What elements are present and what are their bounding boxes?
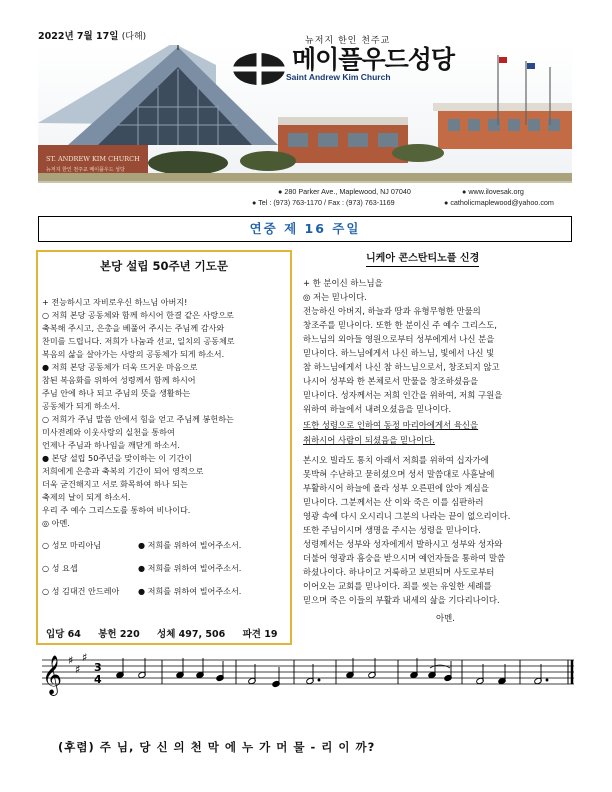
creed-line: 또한 주님이시며 생명을 주시는 성령을 믿나이다. bbox=[303, 525, 481, 535]
bulletin-date bbox=[38, 28, 146, 42]
sharp-icon: ♯ bbox=[68, 654, 74, 667]
prayer-line: ● 본당 설립 50주년을 맞이하는 이 기간이 bbox=[42, 453, 193, 463]
hymn-numbers bbox=[46, 626, 291, 640]
contact-info bbox=[38, 183, 572, 210]
prayer-line: ○ 저희가 주님 말씀 안에서 힘을 얻고 주님께 봉헌하는 bbox=[42, 414, 234, 424]
creed-line: 더불어 영광과 흠숭을 받으시며 예언자들을 통하여 말씀 bbox=[303, 553, 506, 563]
hymn-entrance: 입당 64 bbox=[46, 629, 81, 640]
prayer-line: ◎ 아멘. bbox=[42, 518, 70, 528]
creed-line: 하느님의 외아들 영원으로부터 성부에게서 나신 분을 bbox=[303, 334, 495, 344]
intercession-saint: ○ 성 요셉 bbox=[42, 563, 78, 573]
building-sign-korean: 뉴저지 한인 천주교 메이플우드 성당 bbox=[46, 167, 125, 173]
prayer-line: 참된 복음화를 위하여 성령께서 함께 하시어 bbox=[42, 375, 196, 385]
creed-amen: 아멘. bbox=[436, 613, 455, 623]
prayer-line: 복음의 삶을 살아가는 사랑의 공동체가 되게 하소서. bbox=[42, 349, 225, 359]
prayer-title: 본당 설립 50주년 기도문 bbox=[100, 259, 228, 273]
prayer-line: ○ 저희 본당 공동체와 함께 하시어 한결 같은 사랑으로 bbox=[42, 310, 234, 320]
address-text: ● 280 Parker Ave., Maplewood, NJ 07040 bbox=[278, 187, 411, 196]
prayer-line: + 전능하시고 자비로우신 하느님 아버지! bbox=[42, 297, 188, 307]
prayer-line: 언제나 주님과 하나임을 깨닫게 하소서. bbox=[42, 440, 180, 450]
creed-title: 니케아 콘스탄티노플 신경 bbox=[366, 249, 479, 267]
logo-subtitle: 뉴저지 한인 천주교 bbox=[305, 36, 391, 46]
prayer-line: 찬미를 드립니다. 저희가 나눔과 선교, 일치의 공동체로 bbox=[42, 336, 235, 346]
email-link[interactable]: ● catholicmaplewood@yahoo.com bbox=[444, 198, 554, 207]
creed-line: 못박혀 수난하고 묻히셨으며 성서 말씀대로 사흗날에 bbox=[303, 469, 495, 479]
music-staff bbox=[38, 644, 578, 708]
intercession-response: ● 저희를 위하여 빌어주소서. bbox=[138, 540, 242, 550]
creed-line: 참 하느님에게서 나신 참 하느님으로서, 창조되지 않고 bbox=[303, 362, 500, 372]
creed-line: 믿나이다. 성자께서는 저희 인간을 위하여, 저희 구원을 bbox=[303, 390, 503, 400]
time-signature-bottom: 4 bbox=[94, 673, 102, 686]
intercession-response: ● 저희를 위하여 빌어주소서. bbox=[138, 586, 242, 596]
liturgical-title: 연중 제 16 주일 bbox=[38, 216, 572, 242]
prayer-line: 주님 안에 하나 되고 주님의 뜻을 생활하는 bbox=[42, 388, 191, 398]
hymn-lyrics: (후렴) 주 님, 당 신 의 천 막 에 누 가 머 물 - 리 이 까? bbox=[58, 740, 376, 754]
prayer-line: 축제의 날이 되게 하소서. bbox=[42, 492, 131, 502]
creed-line: 믿나이다. 그분께서는 산 이와 죽은 이를 심판하러 bbox=[303, 497, 484, 507]
creed-line: 영광 속에 다시 오시리니 그분의 나라는 끝이 없으리이다. bbox=[303, 511, 511, 521]
prayer-line: ● 저희 본당 공동체가 더욱 뜨거운 마음으로 bbox=[42, 362, 198, 372]
prayer-line: 우리 주 예수 그리스도를 통하여 비나이다. bbox=[42, 505, 191, 515]
creed-line: 이어오는 교회를 믿나이다. 죄를 씻는 유일한 세례를 bbox=[303, 581, 492, 591]
sharp-icon: ♯ bbox=[82, 651, 88, 664]
creed-line: 성령께서는 성부와 성자에게서 발하시고 성부와 성자와 bbox=[303, 539, 503, 549]
prayer-line: 미사전례와 이웃사랑의 실천을 통하여 bbox=[42, 427, 175, 437]
date-text: 2022년 7월 17일 bbox=[38, 31, 119, 42]
prayer-line: 공동체가 되게 하소서. bbox=[42, 401, 121, 411]
creed-line: ◎ 저는 믿나이다. bbox=[303, 292, 367, 302]
creed-line-incarnation: 또한 성령으로 인하여 동정 마리아에게서 육신을 bbox=[303, 420, 479, 430]
website-link[interactable]: ● www.ilovesak.org bbox=[462, 187, 524, 196]
creed-line: 나시어 성부와 한 본체로서 만물을 창조하셨음을 bbox=[303, 376, 479, 386]
creed-line: 부활하시어 하늘에 올라 성부 오른편에 앉아 계심을 bbox=[303, 483, 489, 493]
phone-fax-text: ● Tel : (973) 763-1170 / Fax : (973) 763-1169 bbox=[252, 198, 395, 207]
prayer-line: 저희에게 은총과 축복의 기간이 되어 영적으로 bbox=[42, 466, 204, 476]
logo-church-name: 메이플우드성당 bbox=[292, 45, 455, 74]
creed-line: 믿나이다. 하느님에게서 나신 하느님, 빛에서 나신 빛 bbox=[303, 348, 495, 358]
treble-clef-icon: 𝄞 bbox=[42, 655, 63, 695]
creed-line-incarnation: 취하시어 사람이 되셨음을 믿나이다. bbox=[303, 435, 436, 445]
building-sign-text: ST. ANDREW KIM CHURCH bbox=[46, 155, 140, 163]
sharp-icon: ♯ bbox=[75, 663, 81, 676]
creed-line: 전능하신 아버지, 하늘과 땅과 유형무형한 만물의 bbox=[303, 306, 481, 316]
logo-english-name: Saint Andrew Kim Church bbox=[286, 72, 391, 82]
hymn-recessional: 파견 19 bbox=[242, 629, 278, 640]
prayer-line: 축복해 주시고, 은총을 베풀어 주시는 주님께 감사와 bbox=[42, 323, 225, 333]
church-logo-icon bbox=[232, 52, 286, 90]
creed-line: 본시오 빌라도 통치 아래서 저희를 위하여 십자가에 bbox=[303, 455, 489, 465]
prayer-line: 더욱 굳건해지고 서로 화목하여 하나 되는 bbox=[42, 479, 188, 489]
intercession-response: ● 저희를 위하여 빌어주소서. bbox=[138, 563, 242, 573]
liturgical-year: (다해) bbox=[121, 32, 147, 42]
creed-line: 창조주를 믿나이다. 또한 한 분이신 주 예수 그리스도, bbox=[303, 320, 497, 330]
hymn-offertory: 봉헌 220 bbox=[98, 629, 140, 640]
creed-line: + 한 분이신 하느님을 bbox=[303, 278, 383, 288]
hymn-communion: 성체 497, 506 bbox=[157, 629, 226, 640]
creed-line: 하셨나이다. 하나이고 거룩하고 보편되며 사도로부터 bbox=[303, 567, 495, 577]
creed-line: 믿으며 죽은 이들의 부활과 내세의 삶을 기다리나이다. bbox=[303, 595, 500, 605]
intercession-saint: ○ 성모 마리아님 bbox=[42, 540, 102, 550]
intercession-saint: ○ 성 김대건 안드레아 bbox=[42, 586, 120, 596]
creed-line: 위하여 하늘에서 내려오셨음을 믿나이다. bbox=[303, 404, 452, 414]
time-signature-top: 3 bbox=[94, 661, 102, 674]
